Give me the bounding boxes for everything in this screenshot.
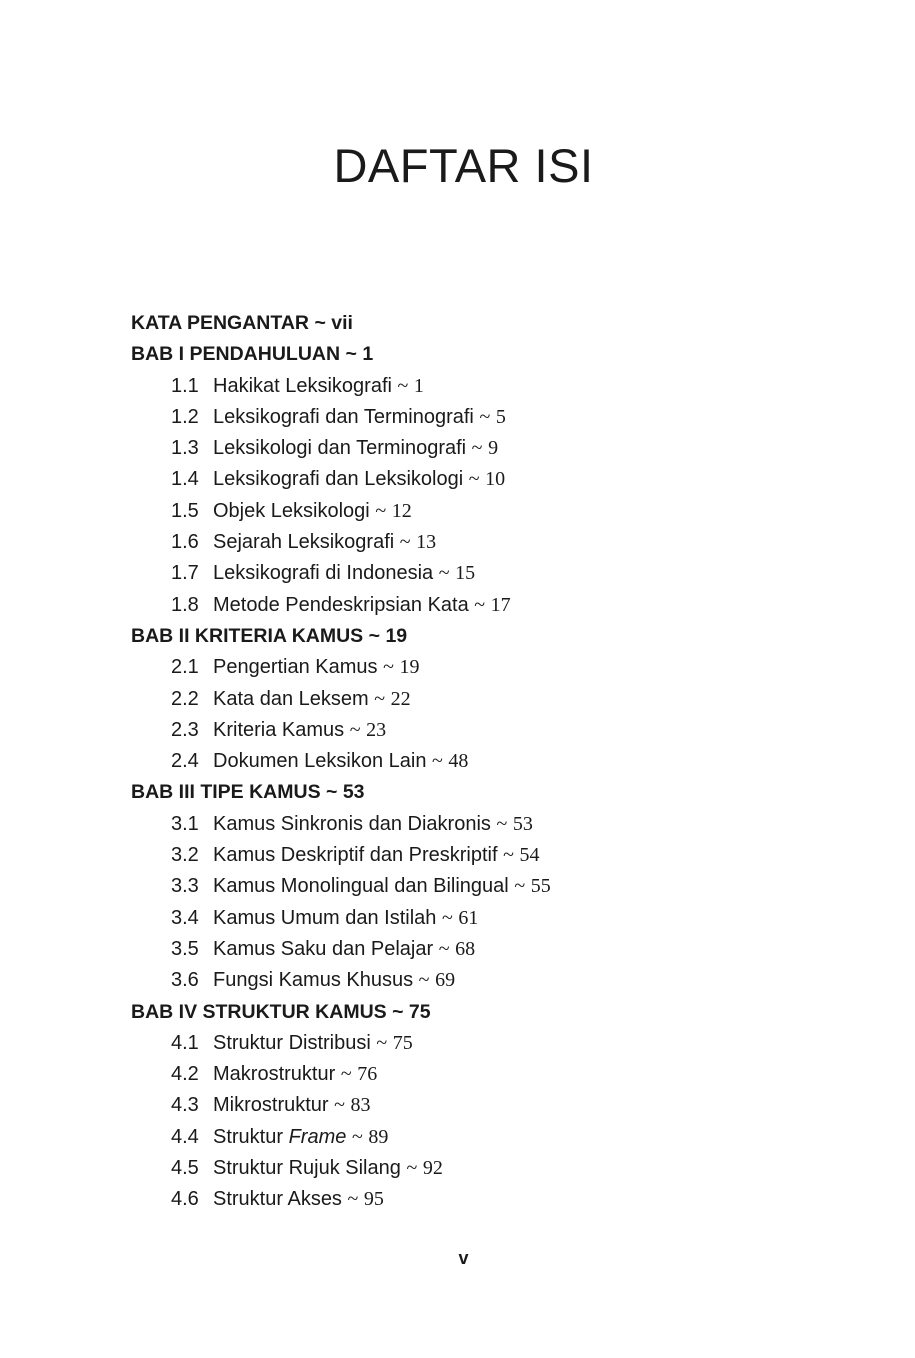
toc-entry-4-3[interactable] bbox=[131, 1090, 831, 1121]
section-title: Sejarah Leksikografi bbox=[213, 531, 395, 554]
separator: ~ bbox=[496, 812, 508, 835]
section-number: 2.4 bbox=[171, 750, 199, 773]
toc-entry-bab-4[interactable] bbox=[131, 997, 831, 1028]
toc-entry-4-1[interactable] bbox=[131, 1028, 831, 1059]
separator: ~ bbox=[468, 468, 480, 491]
section-number: 3.6 bbox=[171, 969, 199, 992]
toc-entry-4-5[interactable] bbox=[131, 1153, 831, 1184]
toc-entry-3-1[interactable] bbox=[131, 809, 831, 840]
separator: ~ bbox=[392, 1000, 404, 1023]
toc-entry-2-1[interactable] bbox=[131, 652, 831, 683]
separator: ~ bbox=[438, 937, 450, 960]
toc-entry-2-2[interactable] bbox=[131, 684, 831, 715]
page-ref: 89 bbox=[368, 1125, 389, 1148]
toc-entry-2-4[interactable] bbox=[131, 746, 831, 777]
section-title-italic: Frame bbox=[288, 1125, 347, 1148]
toc-entry-3-6[interactable] bbox=[131, 965, 831, 996]
separator: ~ bbox=[399, 531, 411, 554]
toc-entry-1-1[interactable] bbox=[131, 371, 831, 402]
separator: ~ bbox=[314, 312, 326, 334]
page-ref: 13 bbox=[416, 531, 437, 554]
page-ref: 5 bbox=[495, 405, 506, 428]
page-ref: 61 bbox=[458, 906, 479, 929]
section-title: Struktur bbox=[213, 1125, 284, 1148]
chapter-title: BAB II KRITERIA KAMUS bbox=[131, 624, 364, 647]
section-number: 1.7 bbox=[171, 562, 199, 585]
separator: ~ bbox=[368, 624, 381, 647]
page-ref: 83 bbox=[350, 1094, 371, 1117]
separator: ~ bbox=[406, 1157, 418, 1180]
separator: ~ bbox=[334, 1094, 345, 1117]
page-ref: 55 bbox=[530, 875, 551, 898]
section-title: Hakikat Leksikografi bbox=[213, 374, 392, 397]
page-ref: 1 bbox=[413, 374, 424, 397]
chapter-title: KATA PENGANTAR bbox=[131, 312, 310, 334]
page-ref: 9 bbox=[488, 437, 499, 460]
page-ref: 12 bbox=[391, 499, 412, 522]
page-ref: 48 bbox=[448, 750, 469, 773]
page-title: DAFTAR ISI bbox=[333, 139, 594, 192]
section-number: 3.1 bbox=[171, 812, 199, 835]
section-number: 4.3 bbox=[171, 1094, 199, 1117]
separator: ~ bbox=[351, 1125, 363, 1148]
separator: ~ bbox=[503, 844, 514, 867]
section-title: Leksikografi dan Leksikologi bbox=[213, 468, 464, 491]
page-ref: 92 bbox=[422, 1157, 443, 1180]
toc-entry-1-5[interactable] bbox=[131, 496, 831, 527]
separator: ~ bbox=[471, 437, 483, 460]
separator: ~ bbox=[383, 656, 394, 679]
section-title: Kriteria Kamus bbox=[213, 718, 345, 741]
separator: ~ bbox=[441, 906, 453, 929]
toc-entry-2-3[interactable] bbox=[131, 715, 831, 746]
page-ref: 22 bbox=[390, 687, 411, 710]
page-ref: 1 bbox=[362, 343, 374, 366]
section-title: Kamus Saku dan Pelajar bbox=[213, 937, 434, 960]
toc-entry-3-2[interactable] bbox=[131, 840, 831, 871]
section-title: Kamus Umum dan Istilah bbox=[213, 906, 437, 929]
toc-entry-1-8[interactable] bbox=[131, 590, 831, 621]
section-number: 4.2 bbox=[171, 1063, 199, 1086]
toc-entry-bab-3[interactable] bbox=[131, 777, 831, 808]
page-ref: 75 bbox=[392, 1031, 413, 1054]
page-ref: 76 bbox=[357, 1063, 378, 1086]
toc-entry-1-7[interactable] bbox=[131, 558, 831, 589]
section-number: 3.3 bbox=[171, 875, 199, 898]
section-title: Struktur Rujuk Silang bbox=[213, 1157, 401, 1180]
section-number: 4.6 bbox=[171, 1188, 199, 1211]
section-number: 2.2 bbox=[171, 687, 199, 710]
page-ref: 10 bbox=[485, 468, 506, 491]
section-title: Dokumen Leksikon Lain bbox=[213, 750, 427, 773]
section-number: 2.1 bbox=[171, 656, 199, 679]
section-number: 1.1 bbox=[171, 374, 199, 397]
page-ref: 54 bbox=[519, 844, 540, 867]
toc-entry-1-4[interactable] bbox=[131, 464, 831, 495]
section-title: Metode Pendeskripsian Kata bbox=[213, 593, 469, 616]
page-ref: 75 bbox=[408, 1000, 431, 1023]
toc-entry-bab-1[interactable] bbox=[131, 339, 831, 370]
section-title: Leksikologi dan Terminografi bbox=[213, 437, 467, 460]
page-number: v bbox=[458, 1248, 469, 1268]
toc-entry-3-3[interactable] bbox=[131, 871, 831, 902]
toc-entry-3-4[interactable] bbox=[131, 903, 831, 934]
toc-entry-kata-pengantar[interactable] bbox=[131, 308, 831, 339]
section-title: Leksikografi di Indonesia bbox=[213, 562, 434, 585]
chapter-title: BAB III TIPE KAMUS bbox=[131, 781, 321, 804]
separator: ~ bbox=[375, 499, 387, 522]
toc-entry-1-2[interactable] bbox=[131, 402, 831, 433]
separator: ~ bbox=[347, 1188, 359, 1211]
section-title: Struktur Distribusi bbox=[213, 1031, 371, 1054]
section-number: 3.2 bbox=[171, 844, 199, 867]
separator: ~ bbox=[438, 562, 450, 585]
section-number: 3.4 bbox=[171, 906, 199, 929]
separator: ~ bbox=[397, 374, 409, 397]
separator: ~ bbox=[514, 875, 526, 898]
section-number: 1.4 bbox=[171, 468, 199, 491]
chapter-title: BAB I PENDAHULUAN bbox=[131, 343, 341, 366]
section-number: 3.5 bbox=[171, 937, 199, 960]
section-number: 1.2 bbox=[171, 405, 199, 428]
section-number: 4.1 bbox=[171, 1031, 199, 1054]
section-title: Fungsi Kamus Khusus bbox=[213, 969, 414, 992]
section-title: Mikrostruktur bbox=[213, 1094, 329, 1117]
separator: ~ bbox=[376, 1031, 388, 1054]
section-title: Kamus Monolingual dan Bilingual bbox=[213, 875, 509, 898]
toc-entry-4-2[interactable] bbox=[131, 1059, 831, 1090]
page-ref: 95 bbox=[363, 1188, 384, 1211]
section-number: 1.3 bbox=[171, 437, 199, 460]
section-number: 4.4 bbox=[171, 1125, 199, 1148]
section-title: Kamus Deskriptif dan Preskriptif bbox=[213, 844, 498, 867]
section-number: 1.5 bbox=[171, 499, 199, 522]
page-ref: 53 bbox=[342, 781, 365, 804]
section-title: Objek Leksikologi bbox=[213, 499, 370, 522]
page-ref: 69 bbox=[435, 969, 456, 992]
table-of-contents bbox=[131, 308, 831, 1216]
separator: ~ bbox=[374, 687, 386, 710]
chapter-title: BAB IV STRUKTUR KAMUS bbox=[131, 1000, 387, 1023]
section-title: Leksikografi dan Terminografi bbox=[213, 405, 474, 428]
toc-entry-4-4[interactable] bbox=[131, 1122, 831, 1153]
page-ref: 53 bbox=[512, 812, 533, 835]
toc-entry-3-5[interactable] bbox=[131, 934, 831, 965]
separator: ~ bbox=[432, 750, 443, 773]
page-ref: 15 bbox=[455, 562, 476, 585]
section-title: Kata dan Leksem bbox=[213, 687, 369, 710]
toc-entry-1-6[interactable] bbox=[131, 527, 831, 558]
section-title: Struktur Akses bbox=[213, 1188, 342, 1211]
toc-entry-4-6[interactable] bbox=[131, 1184, 831, 1215]
section-title: Kamus Sinkronis dan Diakronis bbox=[213, 812, 491, 835]
section-number: 4.5 bbox=[171, 1157, 199, 1180]
section-number: 1.8 bbox=[171, 593, 199, 616]
section-number: 1.6 bbox=[171, 531, 199, 554]
separator: ~ bbox=[349, 718, 361, 741]
page-ref: 17 bbox=[490, 593, 511, 616]
toc-entry-bab-2[interactable] bbox=[131, 621, 831, 652]
page-ref: 68 bbox=[455, 937, 476, 960]
separator: ~ bbox=[340, 1063, 352, 1086]
section-title: Pengertian Kamus bbox=[213, 656, 378, 679]
separator: ~ bbox=[418, 969, 430, 992]
toc-entry-1-3[interactable] bbox=[131, 433, 831, 464]
page-ref: 19 bbox=[399, 656, 420, 679]
page-ref: vii bbox=[331, 312, 353, 334]
page-ref: 19 bbox=[385, 624, 408, 647]
separator: ~ bbox=[345, 343, 357, 366]
separator: ~ bbox=[479, 405, 491, 428]
separator: ~ bbox=[326, 781, 338, 804]
separator: ~ bbox=[474, 593, 486, 616]
page-ref: 23 bbox=[366, 718, 387, 741]
section-number: 2.3 bbox=[171, 718, 199, 741]
section-title: Makrostruktur bbox=[213, 1063, 336, 1086]
